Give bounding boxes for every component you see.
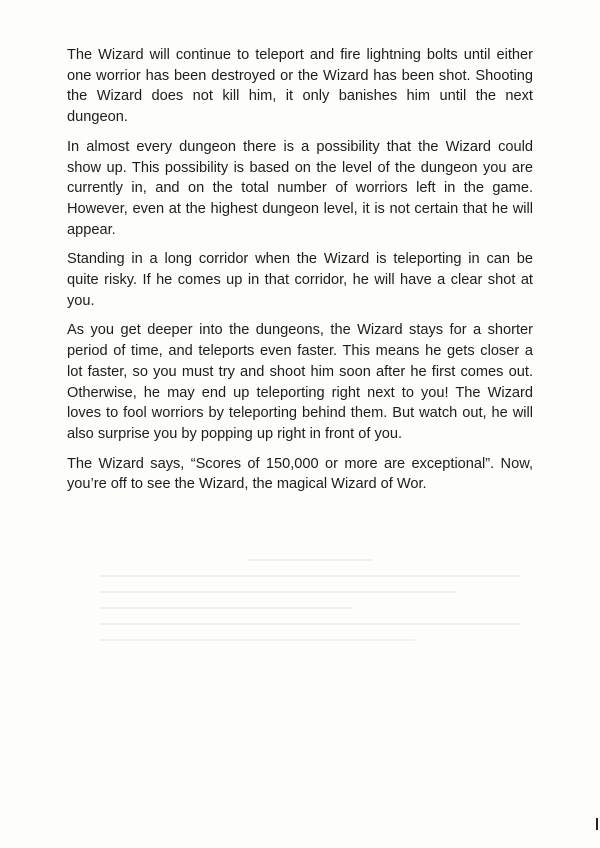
bleed-through-shadow — [100, 545, 520, 665]
paragraph-wizard-teleport: The Wizard will continue to teleport and fire lightning bolts until either one worrior has been destroyed or the Wizard has been shot. Shooting the Wizard does not kill him, it only banishes him until the next dungeon. — [67, 47, 533, 126]
paragraph-deeper-dungeons: As you get deeper into the dungeons, the Wizard stays for a shorter period of time, and teleports even faster. This means he gets closer a lot faster, so you must try and shoot him soon after he first comes out. Otherwise, he may end up teleporting right next to you! The Wizard loves to fool worriors by teleporting behind them. But watch out, he will also surprise you by popping up right in front of you. — [67, 322, 533, 442]
page-edge-mark — [596, 818, 598, 830]
paragraph-corridor-risk: Standing in a long corridor when the Wizard is teleporting in can be quite risky. If he comes up in that corridor, he will have a clear shot at you. — [67, 251, 533, 309]
body-text — [67, 45, 533, 504]
paragraph-wizard-possibility: In almost every dungeon there is a possibility that the Wizard could show up. This possibility is based on the level of the dungeon you are currently in, and on the total number of worriors left in the game. However, even at the highest dungeon level, it is not certain that he will appear. — [67, 138, 533, 238]
paragraph-wizard-says: The Wizard says, “Scores of 150,000 or more are exceptional”. Now, you’re off to see the Wizard, the magical Wizard of Wor. — [67, 455, 533, 493]
